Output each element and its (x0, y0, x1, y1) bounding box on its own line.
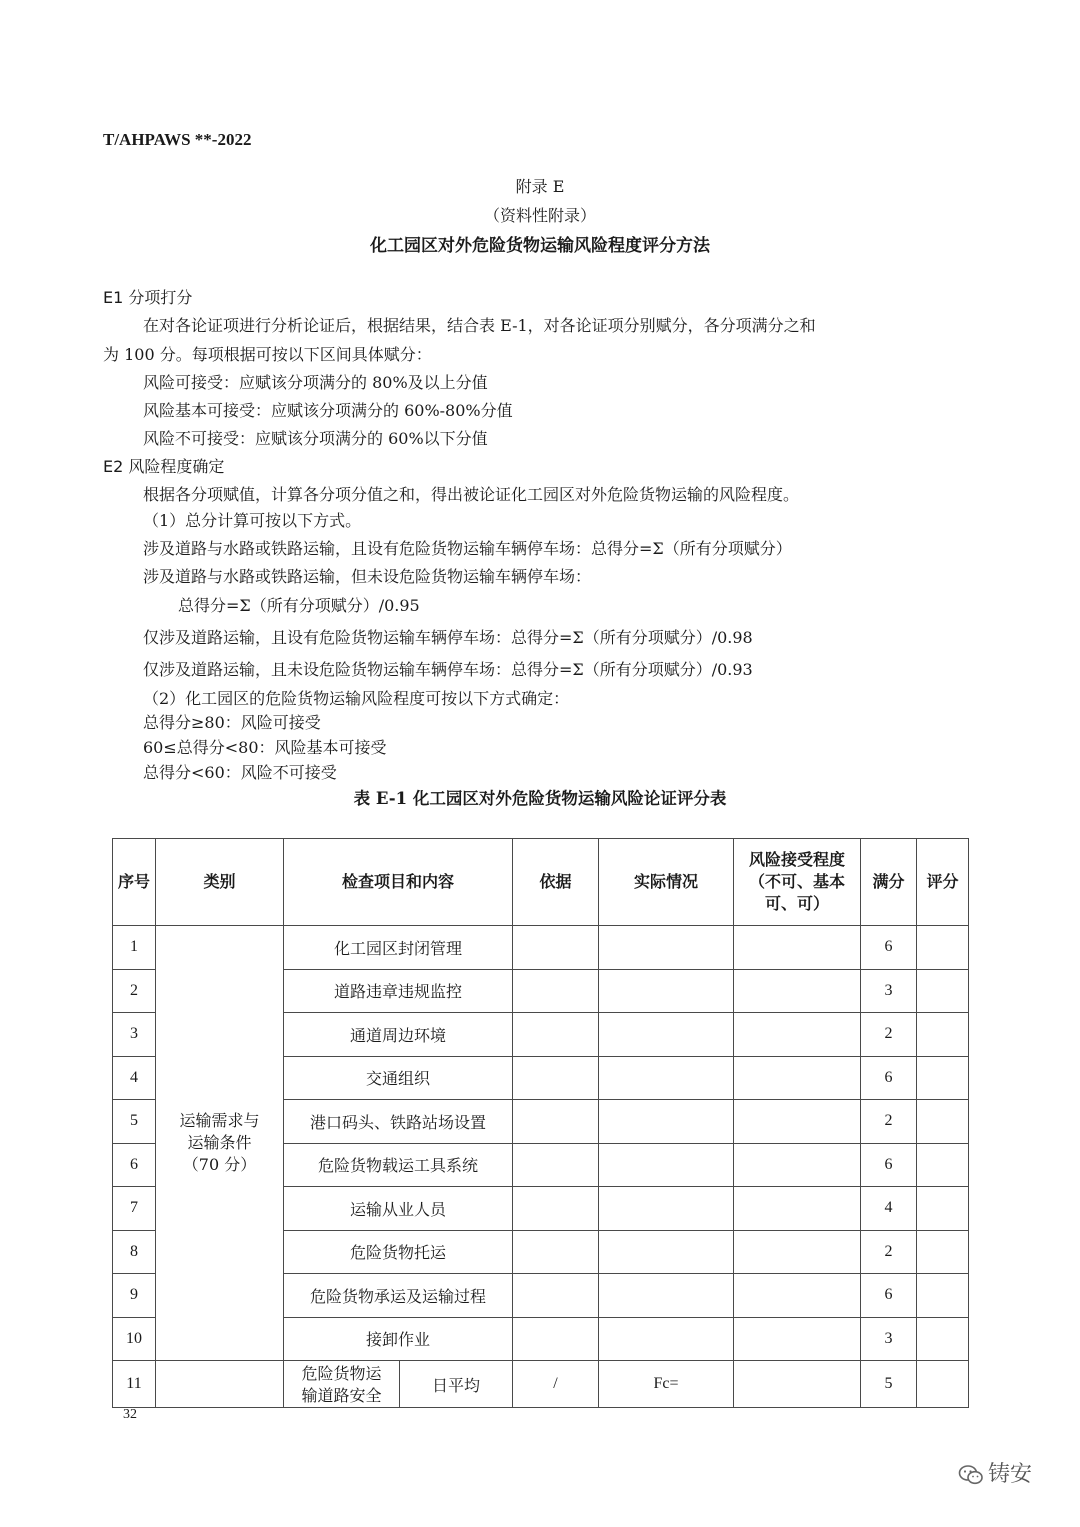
row-item: 道路违章违规监控 (284, 969, 513, 1013)
e2-case1: 涉及道路与水路或铁路运输，且设有危险货物运输车辆停车场：总得分=Σ（所有分项赋分） (143, 539, 792, 558)
e2-step1: （1）总分计算可按以下方式。 (143, 511, 362, 530)
standard-code: T/AHPAWS **-2022 (103, 130, 252, 149)
row-full-score: 6 (861, 1056, 917, 1100)
row-no: 10 (113, 1317, 156, 1361)
e2-step2: （2）化工园区的危险货物运输风险程度可按以下方式确定： (143, 689, 570, 708)
row-risk[interactable] (734, 1274, 861, 1318)
row-actual[interactable] (599, 1274, 734, 1318)
row-basis[interactable] (513, 926, 599, 970)
row-no: 7 (113, 1187, 156, 1231)
wechat-icon (958, 1464, 984, 1486)
watermark-text: 铸安 (988, 1462, 1033, 1487)
row-score[interactable] (917, 926, 969, 970)
row-no: 11 (113, 1361, 156, 1408)
row-basis[interactable] (513, 1013, 599, 1057)
header-score: 评分 (917, 839, 969, 926)
category-line1: 运输需求与 (179, 1111, 260, 1130)
e2-intro: 根据各分项赋值，计算各分项分值之和，得出被论证化工园区对外危险货物运输的风险程度。 (143, 485, 800, 504)
header-risk-line2: （不可、基本 (749, 872, 846, 891)
row-actual[interactable] (599, 1143, 734, 1187)
row-no: 1 (113, 926, 156, 970)
row-score[interactable] (917, 1056, 969, 1100)
e1-item-acceptable: 风险可接受：应赋该分项满分的 80%及以上分值 (143, 373, 488, 392)
row-basis[interactable] (513, 1056, 599, 1100)
row-basis[interactable] (513, 1274, 599, 1318)
row-item: 交通组织 (284, 1056, 513, 1100)
row-risk[interactable] (734, 1361, 861, 1408)
e2-level-unacceptable: 总得分<60：风险不可接受 (143, 763, 337, 782)
appendix-label: 附录 E (515, 177, 565, 196)
table-row-11 (113, 1361, 969, 1408)
row-actual[interactable] (599, 969, 734, 1013)
header-risk-acceptance (734, 839, 861, 926)
header-basis: 依据 (513, 839, 599, 926)
row-item: 通道周边环境 (284, 1013, 513, 1057)
row-score[interactable] (917, 1143, 969, 1187)
row-risk[interactable] (734, 1187, 861, 1231)
row-score[interactable] (917, 1013, 969, 1057)
row-risk[interactable] (734, 1317, 861, 1361)
row-full-score: 2 (861, 1100, 917, 1144)
e2-level-basically-acceptable: 60≤总得分<80：风险基本可接受 (143, 738, 387, 757)
row-basis[interactable] (513, 1143, 599, 1187)
section-e1-heading: E1 分项打分 (103, 288, 193, 307)
row-full-score: 6 (861, 1274, 917, 1318)
row-full-score: 6 (861, 1143, 917, 1187)
e1-item-unacceptable: 风险不可接受：应赋该分项满分的 60%以下分值 (143, 429, 488, 448)
row-no: 9 (113, 1274, 156, 1318)
row-actual[interactable] (599, 1056, 734, 1100)
row-item: 运输从业人员 (284, 1187, 513, 1231)
row-no: 2 (113, 969, 156, 1013)
row-item: 港口码头、铁路站场设置 (284, 1100, 513, 1144)
row-item: 危险货物载运工具系统 (284, 1143, 513, 1187)
row-subitem-daily-average: 日平均 (400, 1361, 513, 1408)
e2-case2-formula: 总得分=Σ（所有分项赋分）/0.95 (178, 596, 420, 615)
row-full-score: 3 (861, 969, 917, 1013)
row-no: 8 (113, 1230, 156, 1274)
appendix-nature: （资料性附录） (483, 206, 596, 225)
page-number: 32 (123, 1407, 137, 1422)
row-risk[interactable] (734, 1100, 861, 1144)
row-actual[interactable] (599, 926, 734, 970)
header-full-score: 满分 (861, 839, 917, 926)
e2-case3: 仅涉及道路运输，且设有危险货物运输车辆停车场：总得分=Σ（所有分项赋分）/0.98 (143, 628, 753, 647)
row-score[interactable] (917, 1274, 969, 1318)
e1-paragraph-line1: 在对各论证项进行分析论证后，根据结果，结合表 E-1，对各论证项分别赋分，各分项满分之和 (143, 316, 816, 335)
row-risk[interactable] (734, 1143, 861, 1187)
row-full-score: 4 (861, 1187, 917, 1231)
table-header-row (113, 839, 969, 926)
row-item-line1: 危险货物运 (301, 1364, 382, 1383)
category-continuation (156, 1361, 284, 1408)
row-full-score: 6 (861, 926, 917, 970)
e1-item-basically-acceptable: 风险基本可接受：应赋该分项满分的 60%-80%分值 (143, 401, 513, 420)
header-no: 序号 (113, 839, 156, 926)
row-basis: / (513, 1361, 599, 1408)
header-risk-line1: 风险接受程度 (749, 850, 846, 869)
e1-paragraph-line2: 为 100 分。每项根据可按以下区间具体赋分： (103, 345, 432, 364)
row-score[interactable] (917, 969, 969, 1013)
row-basis[interactable] (513, 1230, 599, 1274)
row-no: 4 (113, 1056, 156, 1100)
category-line2: 运输条件 (187, 1133, 252, 1152)
row-risk[interactable] (734, 1056, 861, 1100)
row-actual[interactable] (599, 1317, 734, 1361)
row-full-score: 2 (861, 1013, 917, 1057)
header-category: 类别 (156, 839, 284, 926)
row-score[interactable] (917, 1361, 969, 1408)
row-full-score: 3 (861, 1317, 917, 1361)
row-basis[interactable] (513, 1317, 599, 1361)
header-item: 检查项目和内容 (284, 839, 513, 926)
header-actual: 实际情况 (599, 839, 734, 926)
e2-level-acceptable: 总得分≥80：风险可接受 (143, 713, 321, 732)
row-score[interactable] (917, 1230, 969, 1274)
header-risk-line3: 可、可） (765, 894, 830, 913)
row-actual-fc[interactable]: Fc= (599, 1361, 734, 1408)
row-item: 接卸作业 (284, 1317, 513, 1361)
row-item: 危险货物承运及运输过程 (284, 1274, 513, 1318)
row-actual[interactable] (599, 1100, 734, 1144)
row-risk[interactable] (734, 1013, 861, 1057)
row-full-score: 5 (861, 1361, 917, 1408)
row-basis[interactable] (513, 1100, 599, 1144)
row-no: 6 (113, 1143, 156, 1187)
row-score[interactable] (917, 1187, 969, 1231)
row-risk[interactable] (734, 969, 861, 1013)
row-actual[interactable] (599, 1013, 734, 1057)
row-basis[interactable] (513, 969, 599, 1013)
e2-case2: 涉及道路与水路或铁路运输，但未设危险货物运输车辆停车场： (143, 567, 592, 586)
category-line3: （70 分） (182, 1155, 257, 1174)
row-score[interactable] (917, 1317, 969, 1361)
row-item: 化工园区封闭管理 (284, 926, 513, 970)
table-row (113, 926, 969, 970)
row-no: 5 (113, 1100, 156, 1144)
appendix-title: 化工园区对外危险货物运输风险程度评分方法 (370, 236, 710, 256)
watermark (958, 1457, 1032, 1488)
row-actual[interactable] (599, 1230, 734, 1274)
row-risk[interactable] (734, 1230, 861, 1274)
row-actual[interactable] (599, 1187, 734, 1231)
e2-case4: 仅涉及道路运输，且未设危险货物运输车辆停车场：总得分=Σ（所有分项赋分）/0.93 (143, 660, 753, 679)
row-no: 3 (113, 1013, 156, 1057)
row-item-line2: 输道路安全 (301, 1386, 382, 1405)
row-risk[interactable] (734, 926, 861, 970)
scoring-table (112, 838, 969, 1408)
category-cell (156, 926, 284, 1361)
table-title: 表 E-1 化工园区对外危险货物运输风险论证评分表 (353, 789, 727, 808)
row-basis[interactable] (513, 1187, 599, 1231)
row-item-road-safety (284, 1361, 400, 1408)
row-full-score: 2 (861, 1230, 917, 1274)
row-score[interactable] (917, 1100, 969, 1144)
section-e2-heading: E2 风险程度确定 (103, 457, 225, 476)
row-item: 危险货物托运 (284, 1230, 513, 1274)
